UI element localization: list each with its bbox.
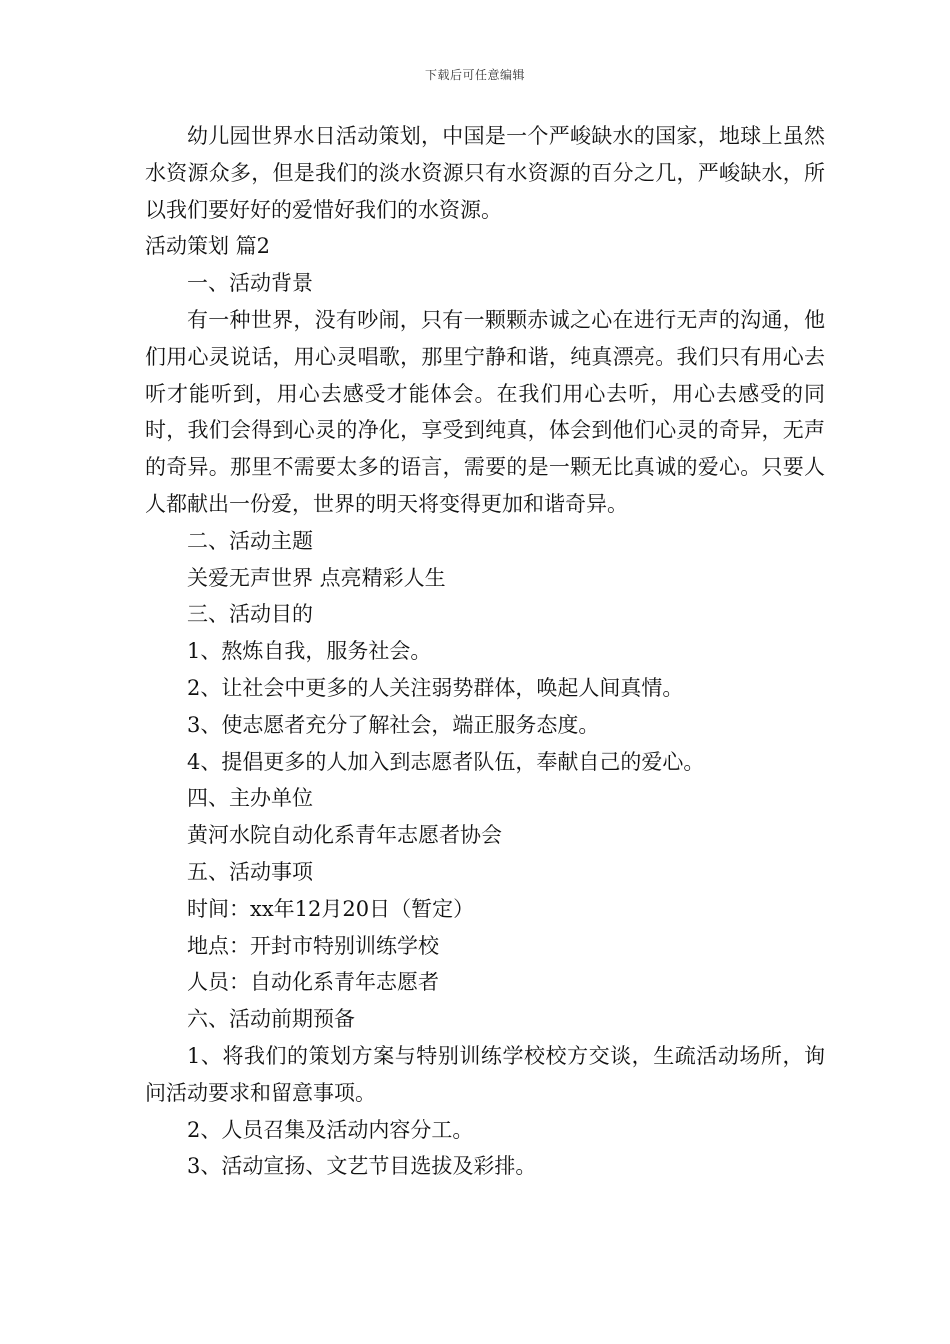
paragraph-background: 有一种世界，没有吵闹，只有一颗颗赤诚之心在进行无声的沟通，他们用心灵说话，用心灵唱歌，那里宁静和谐，纯真漂亮。我们只有用心去听才能听到，用心去感受才能体会。在我们用心去听，用心去感受的同时，我们会得到心灵的净化，享受到纯真，体会到他们心灵的奇异，无声的奇异。那里不需要太多的语言，需要的是一颗无比真诚的爱心。只要人人都献出一份爱，世界的明天将变得更加和谐奇异。 — [145, 307, 825, 516]
heading-preparation: 六、活动前期预备 — [187, 1007, 355, 1032]
list-item-purpose-4: 4、提倡更多的人加入到志愿者队伍，奉献自己的爱心。 — [187, 749, 705, 774]
heading-matters: 五、活动事项 — [187, 859, 313, 884]
section-title: 活动策划 篇2 — [145, 234, 271, 259]
detail-location: 地点：开封市特别训练学校 — [187, 933, 439, 958]
paragraph-organizer: 黄河水院自动化系青年志愿者协会 — [187, 823, 502, 848]
paragraph-theme: 关爱无声世界 点亮精彩人生 — [187, 565, 446, 590]
list-item-preparation-3: 3、活动宣扬、文艺节目选拔及彩排。 — [187, 1154, 537, 1179]
list-item-preparation-2: 2、人员召集及活动内容分工。 — [187, 1117, 474, 1142]
list-item-purpose-1: 1、熬炼自我，服务社会。 — [187, 639, 432, 664]
heading-organizer: 四、主办单位 — [187, 786, 313, 811]
heading-background: 一、活动背景 — [187, 271, 313, 296]
document-body — [145, 118, 825, 1185]
detail-time: 时间：xx年12月20日（暂定） — [187, 896, 475, 921]
list-item-purpose-2: 2、让社会中更多的人关注弱势群体，唤起人间真情。 — [187, 675, 684, 700]
heading-purpose: 三、活动目的 — [187, 602, 313, 627]
list-item-preparation-1: 1、将我们的策划方案与特别训练学校校方交谈，生疏活动场所，询问活动要求和留意事项。 — [145, 1043, 825, 1105]
detail-personnel: 人员：自动化系青年志愿者 — [187, 970, 439, 995]
paragraph-intro: 幼儿园世界水日活动策划，中国是一个严峻缺水的国家，地球上虽然水资源众多，但是我们的淡水资源只有水资源的百分之几，严峻缺水，所以我们要好好的爱惜好我们的水资源。 — [145, 124, 825, 222]
page-header: 下载后可任意编辑 — [424, 68, 525, 82]
list-item-purpose-3: 3、使志愿者充分了解社会，端正服务态度。 — [187, 712, 600, 737]
heading-theme: 二、活动主题 — [187, 528, 313, 553]
